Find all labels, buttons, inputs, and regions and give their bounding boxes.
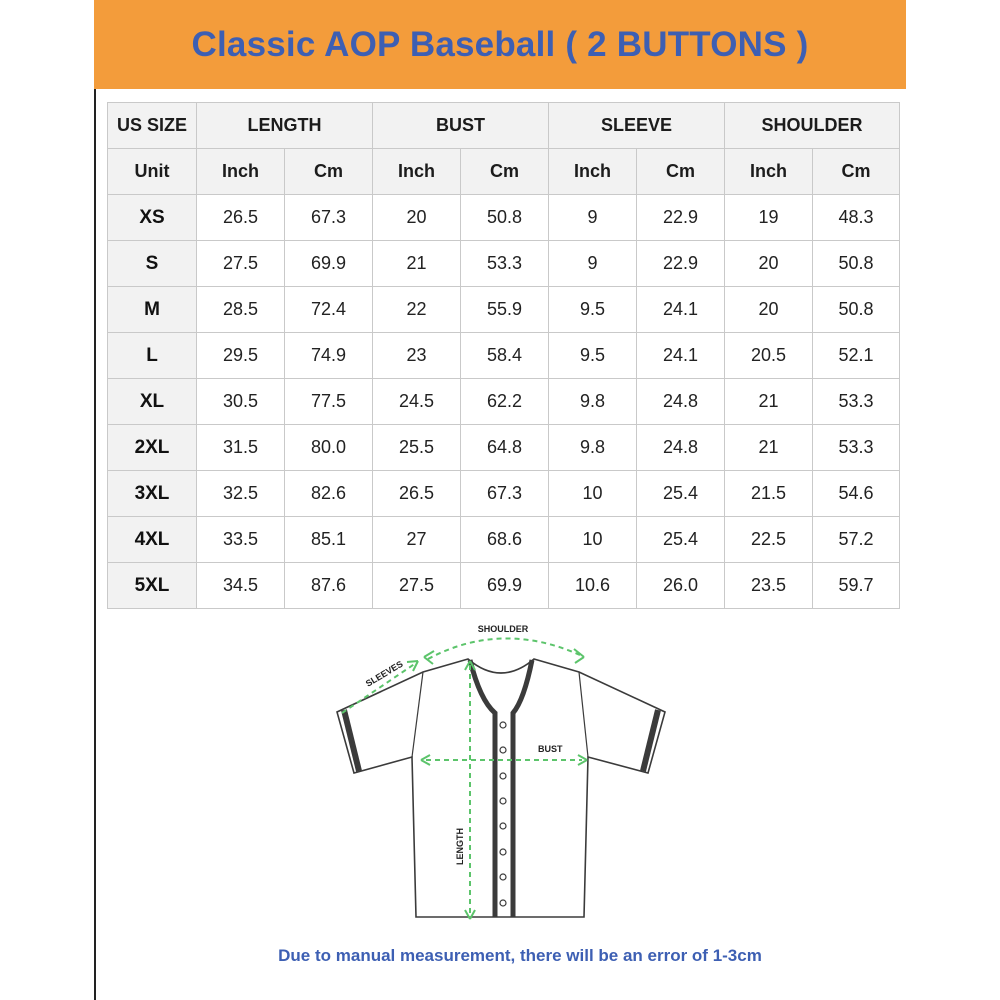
table-row [108, 379, 900, 425]
value-cell: 9.8 [549, 379, 637, 425]
unit-cell: Inch [725, 149, 813, 195]
value-cell: 21 [373, 241, 461, 287]
size-cell: L [108, 333, 197, 379]
table-row [108, 287, 900, 333]
table-row [108, 517, 900, 563]
value-cell: 9 [549, 195, 637, 241]
value-cell: 20 [725, 241, 813, 287]
value-cell: 21 [725, 379, 813, 425]
size-cell: 5XL [108, 563, 197, 609]
table-row [108, 563, 900, 609]
unit-cell: Cm [285, 149, 373, 195]
value-cell: 19 [725, 195, 813, 241]
value-cell: 52.1 [813, 333, 900, 379]
value-cell: 25.5 [373, 425, 461, 471]
value-cell: 25.4 [637, 471, 725, 517]
value-cell: 59.7 [813, 563, 900, 609]
title-banner [94, 0, 906, 89]
size-cell: M [108, 287, 197, 333]
unit-cell: Unit [108, 149, 197, 195]
unit-cell: Cm [637, 149, 725, 195]
unit-cell: Inch [197, 149, 285, 195]
table-row [108, 195, 900, 241]
value-cell: 27.5 [197, 241, 285, 287]
value-cell: 22.9 [637, 195, 725, 241]
value-cell: 77.5 [285, 379, 373, 425]
value-cell: 68.6 [461, 517, 549, 563]
header-row [108, 103, 900, 149]
value-cell: 32.5 [197, 471, 285, 517]
page-title: Classic AOP Baseball ( 2 BUTTONS ) [191, 24, 809, 64]
measurement-note: Due to manual measurement, there will be an error of 1-3cm [278, 946, 762, 965]
table-row [108, 471, 900, 517]
unit-row [108, 149, 900, 195]
unit-cell: Cm [461, 149, 549, 195]
value-cell: 22 [373, 287, 461, 333]
value-cell: 48.3 [813, 195, 900, 241]
value-cell: 50.8 [813, 241, 900, 287]
size-cell: 4XL [108, 517, 197, 563]
value-cell: 30.5 [197, 379, 285, 425]
column-header: LENGTH [197, 103, 373, 149]
value-cell: 26.0 [637, 563, 725, 609]
value-cell: 54.6 [813, 471, 900, 517]
value-cell: 20 [373, 195, 461, 241]
value-cell: 26.5 [197, 195, 285, 241]
value-cell: 57.2 [813, 517, 900, 563]
value-cell: 24.1 [637, 333, 725, 379]
value-cell: 50.8 [813, 287, 900, 333]
unit-cell: Cm [813, 149, 900, 195]
table-row [108, 425, 900, 471]
value-cell: 85.1 [285, 517, 373, 563]
unit-cell: Inch [549, 149, 637, 195]
value-cell: 69.9 [461, 563, 549, 609]
table-row [108, 333, 900, 379]
size-cell: S [108, 241, 197, 287]
value-cell: 20 [725, 287, 813, 333]
value-cell: 58.4 [461, 333, 549, 379]
value-cell: 53.3 [813, 425, 900, 471]
value-cell: 64.8 [461, 425, 549, 471]
column-header: US SIZE [108, 103, 197, 149]
value-cell: 74.9 [285, 333, 373, 379]
value-cell: 9 [549, 241, 637, 287]
value-cell: 55.9 [461, 287, 549, 333]
value-cell: 29.5 [197, 333, 285, 379]
value-cell: 67.3 [285, 195, 373, 241]
value-cell: 22.5 [725, 517, 813, 563]
value-cell: 10.6 [549, 563, 637, 609]
value-cell: 82.6 [285, 471, 373, 517]
value-cell: 33.5 [197, 517, 285, 563]
shoulder-arrow [428, 638, 580, 659]
size-chart-table [107, 102, 900, 609]
value-cell: 34.5 [197, 563, 285, 609]
sleeves-label: SLEEVES [363, 658, 405, 689]
unit-cell: Inch [373, 149, 461, 195]
size-cell: 2XL [108, 425, 197, 471]
value-cell: 62.2 [461, 379, 549, 425]
value-cell: 21.5 [725, 471, 813, 517]
value-cell: 26.5 [373, 471, 461, 517]
value-cell: 10 [549, 471, 637, 517]
value-cell: 72.4 [285, 287, 373, 333]
value-cell: 53.3 [813, 379, 900, 425]
value-cell: 9.5 [549, 287, 637, 333]
size-cell: XL [108, 379, 197, 425]
value-cell: 27.5 [373, 563, 461, 609]
value-cell: 9.8 [549, 425, 637, 471]
value-cell: 23.5 [725, 563, 813, 609]
value-cell: 23 [373, 333, 461, 379]
value-cell: 67.3 [461, 471, 549, 517]
jersey-measurement-diagram [320, 615, 680, 935]
value-cell: 87.6 [285, 563, 373, 609]
value-cell: 50.8 [461, 195, 549, 241]
value-cell: 27 [373, 517, 461, 563]
value-cell: 24.8 [637, 425, 725, 471]
value-cell: 22.9 [637, 241, 725, 287]
value-cell: 28.5 [197, 287, 285, 333]
value-cell: 24.5 [373, 379, 461, 425]
shoulder-arrowhead-right [574, 649, 584, 663]
column-header: BUST [373, 103, 549, 149]
table-row [108, 241, 900, 287]
shoulder-label: SHOULDER [477, 624, 529, 634]
column-header: SHOULDER [725, 103, 900, 149]
value-cell: 20.5 [725, 333, 813, 379]
size-cell: XS [108, 195, 197, 241]
value-cell: 9.5 [549, 333, 637, 379]
value-cell: 25.4 [637, 517, 725, 563]
value-cell: 31.5 [197, 425, 285, 471]
size-cell: 3XL [108, 471, 197, 517]
bust-label: BUST [538, 744, 563, 754]
value-cell: 24.8 [637, 379, 725, 425]
value-cell: 80.0 [285, 425, 373, 471]
value-cell: 53.3 [461, 241, 549, 287]
left-divider [94, 89, 96, 1000]
value-cell: 21 [725, 425, 813, 471]
value-cell: 69.9 [285, 241, 373, 287]
value-cell: 10 [549, 517, 637, 563]
value-cell: 24.1 [637, 287, 725, 333]
length-label: LENGTH [455, 828, 465, 865]
column-header: SLEEVE [549, 103, 725, 149]
